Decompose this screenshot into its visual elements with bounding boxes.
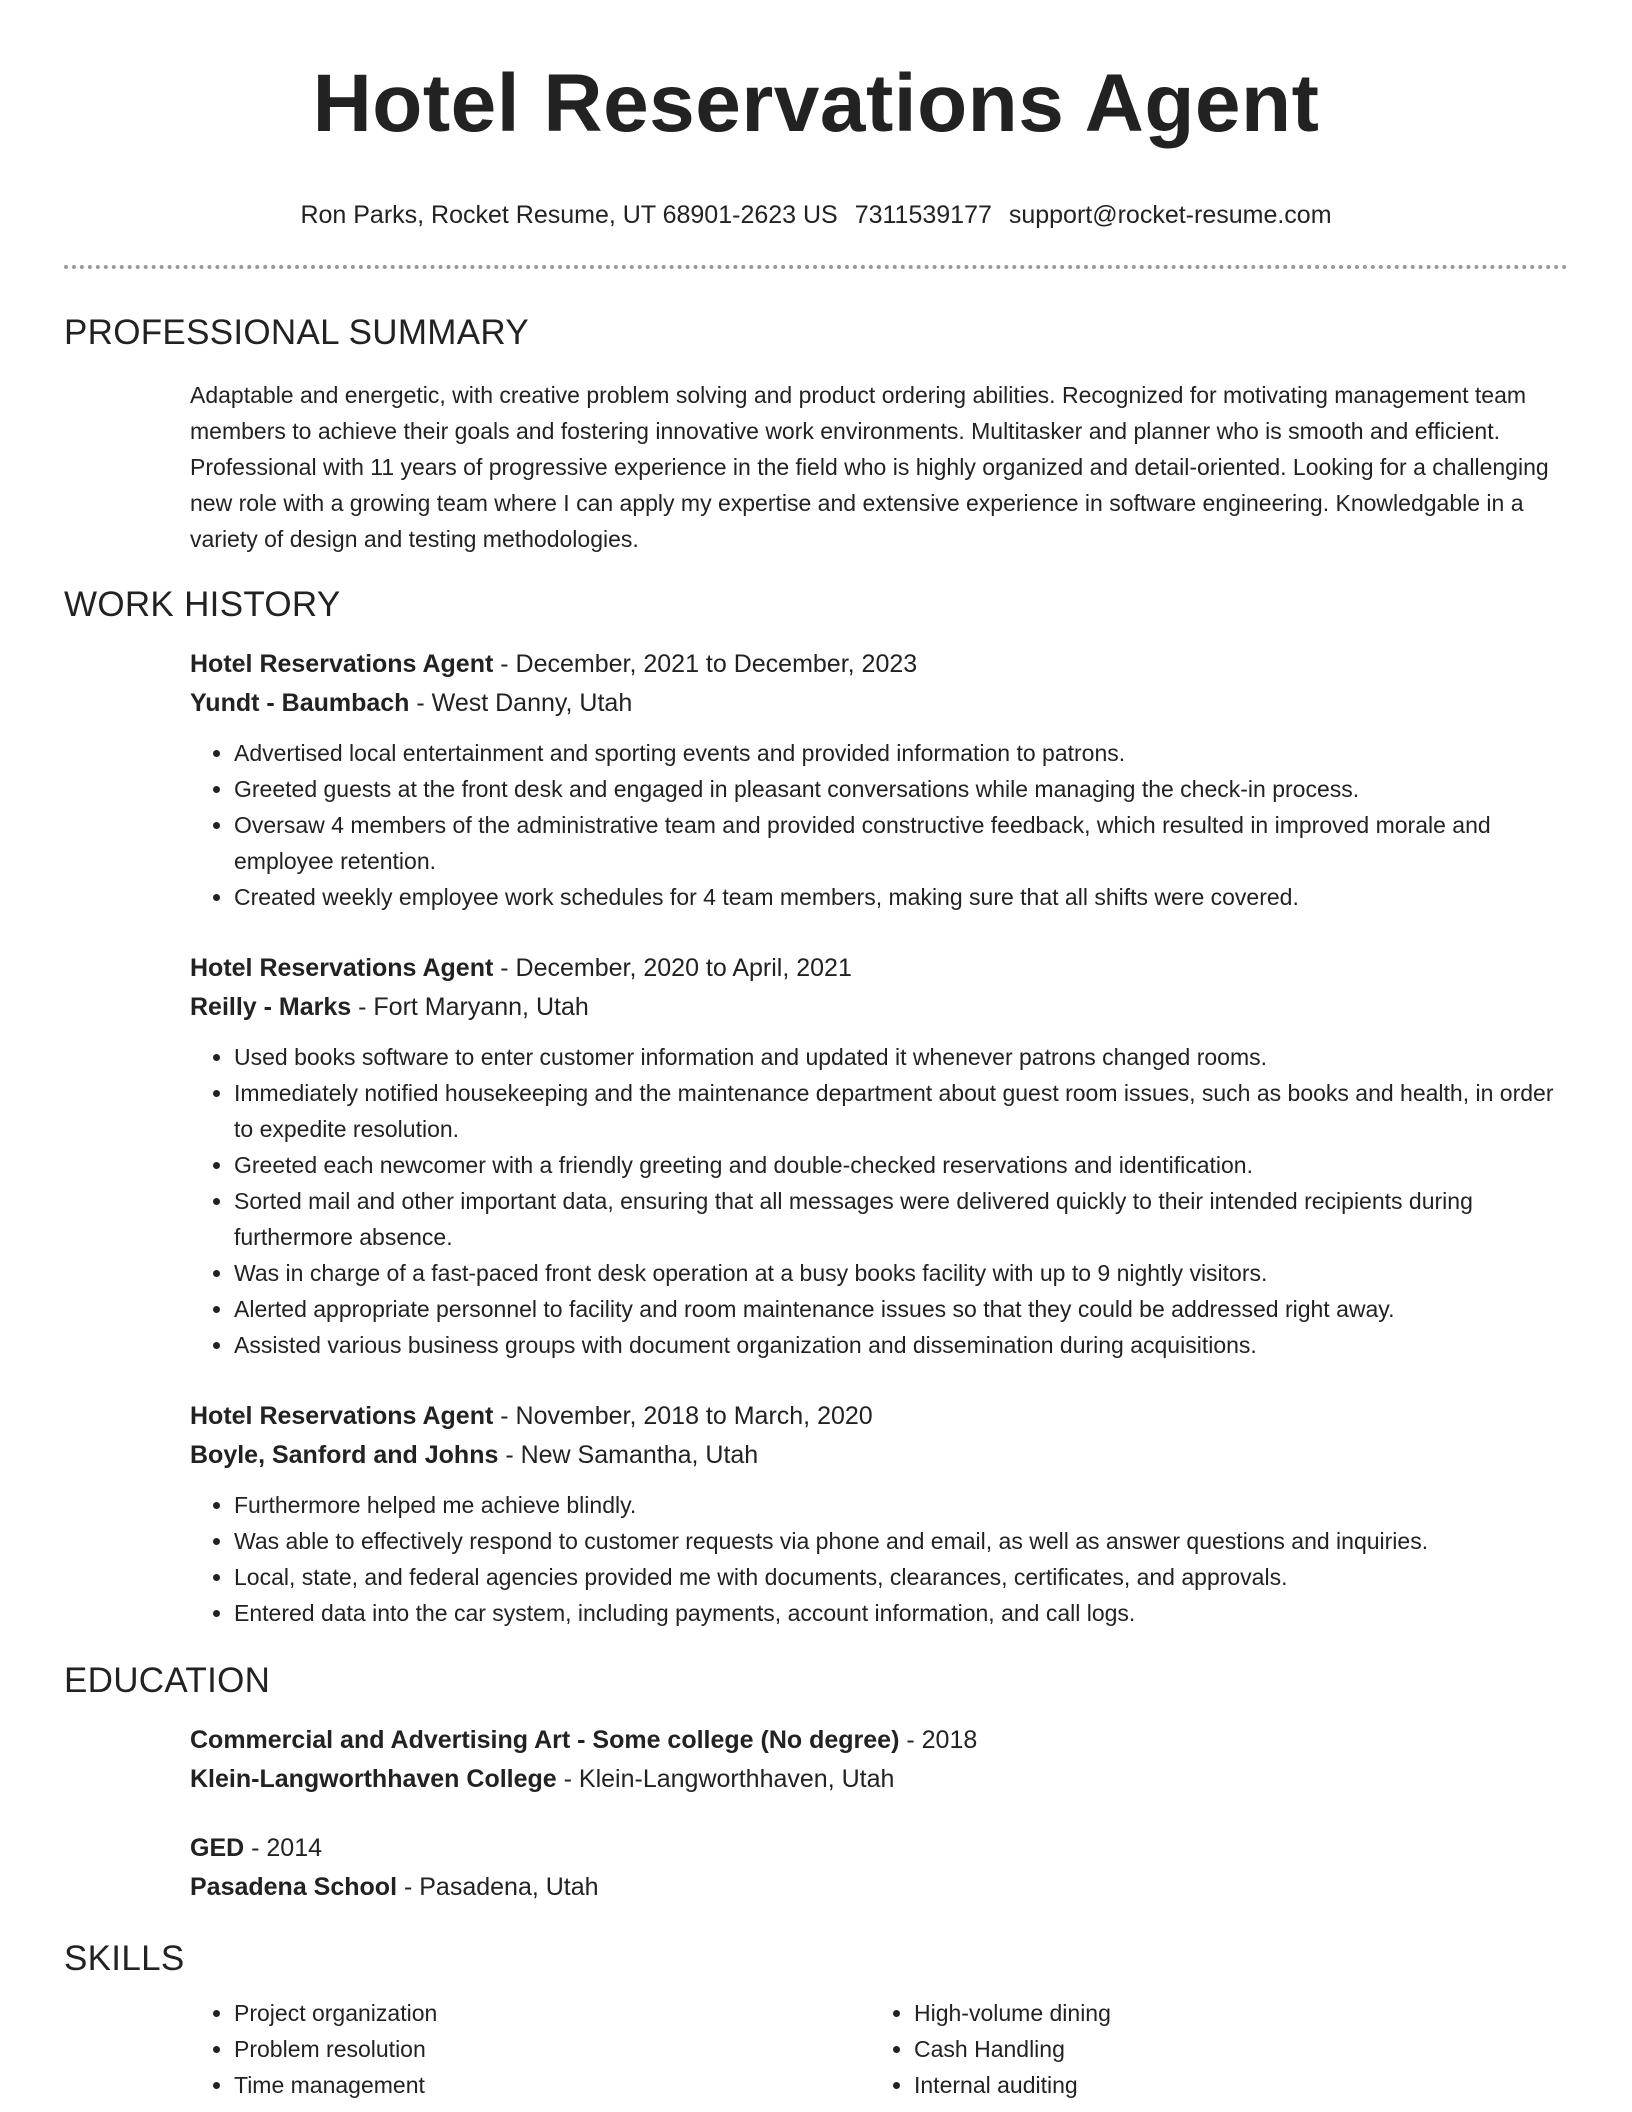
job-title: Hotel Reservations Agent xyxy=(190,650,494,678)
job-company: Yundt - Baumbach xyxy=(190,689,410,717)
education-school: Klein-Langworthhaven College xyxy=(190,1765,557,1793)
job-company-line xyxy=(190,684,1568,723)
list-item: • Local, state, and federal agencies provided me with documents, clearances, certificates, and approvals. xyxy=(234,1559,1568,1595)
skills-section xyxy=(64,1937,1568,2103)
education-degree: Commercial and Advertising Art - Some college (No degree) xyxy=(190,1726,900,1754)
education-year: - 2018 xyxy=(899,1726,978,1754)
job-company: Boyle, Sanford and Johns xyxy=(190,1441,499,1469)
list-item: • Was able to effectively respond to customer requests via phone and email, as well as answer questions and inquiries. xyxy=(234,1523,1568,1559)
job-entry xyxy=(190,949,1568,1363)
job-dates: - December, 2021 to December, 2023 xyxy=(493,650,918,678)
list-item: • Internal auditing xyxy=(914,2067,1550,2103)
contact-email: support@rocket-resume.com xyxy=(1008,201,1332,229)
work-heading: WORK HISTORY xyxy=(64,585,341,624)
list-item: • Problem resolution xyxy=(234,2031,870,2067)
job-dates: - December, 2020 to April, 2021 xyxy=(493,954,852,982)
list-item: • Time management xyxy=(234,2067,870,2103)
job-location: - West Danny, Utah xyxy=(409,689,633,717)
education-entry xyxy=(190,1829,1568,1907)
education-location: - Klein-Langworthhaven, Utah xyxy=(556,1765,895,1793)
resume-title: Hotel Reservations Agent xyxy=(312,58,1320,149)
summary-heading: PROFESSIONAL SUMMARY xyxy=(64,313,529,352)
list-item: • Used books software to enter customer information and updated it whenever patrons changed rooms. xyxy=(234,1039,1568,1075)
education-location: - Pasadena, Utah xyxy=(397,1873,599,1901)
contact-phone: 7311539177 xyxy=(854,201,992,229)
skills-list-right xyxy=(870,1995,1550,2103)
job-company-line xyxy=(190,988,1568,1027)
list-item: • Alerted appropriate personnel to facility and room maintenance issues so that they could be addressed right away. xyxy=(234,1291,1568,1327)
job-title-line xyxy=(190,949,1568,988)
job-location: - New Samantha, Utah xyxy=(498,1441,759,1469)
job-dates: - November, 2018 to March, 2020 xyxy=(493,1402,873,1430)
list-item: • Greeted each newcomer with a friendly greeting and double-checked reservations and identification. xyxy=(234,1147,1568,1183)
list-item: • Assisted various business groups with document organization and dissemination during acquisitions. xyxy=(234,1327,1568,1363)
list-item: • Created weekly employee work schedules for 4 team members, making sure that all shifts were covered. xyxy=(234,879,1568,915)
header-divider xyxy=(64,265,1568,269)
list-item: • Greeted guests at the front desk and engaged in pleasant conversations while managing the check-in process. xyxy=(234,771,1568,807)
summary-text: Adaptable and energetic, with creative problem solving and product ordering abilities. Recognized for motivating management team members to achieve their goals and fostering innovative work environments. Multitasker and planner who is smooth and efficient. Professional with 11 years of progressive experience in the field who is highly organized and detail-oriented. Looking for a challenging new role with a growing team where I can apply my expertise and extensive experience in software engineering. Knowledgable in a variety of design and testing methodologies. xyxy=(190,382,1549,552)
education-degree: GED xyxy=(190,1834,245,1862)
contact-line xyxy=(64,198,1568,232)
skills-heading: SKILLS xyxy=(64,1939,185,1978)
education-section xyxy=(64,1659,1568,1907)
work-section xyxy=(64,583,1568,1631)
education-year: - 2014 xyxy=(244,1834,323,1862)
list-item: • Immediately notified housekeeping and the maintenance department about guest room issues, such as books and health, in order to expedite resolution. xyxy=(234,1075,1568,1147)
job-title-line xyxy=(190,645,1568,684)
job-bullets xyxy=(190,735,1568,915)
job-bullets xyxy=(190,1039,1568,1363)
list-item: • Cash Handling xyxy=(914,2031,1550,2067)
education-entry xyxy=(190,1721,1568,1799)
list-item: • Sorted mail and other important data, ensuring that all messages were delivered quickly to their intended recipients during furthermore absence. xyxy=(234,1183,1568,1255)
education-school-line xyxy=(190,1760,1568,1799)
summary-section xyxy=(64,311,1568,557)
job-location: - Fort Maryann, Utah xyxy=(351,993,589,1021)
education-degree-line xyxy=(190,1721,1568,1760)
list-item: • Entered data into the car system, including payments, account information, and call logs. xyxy=(234,1595,1568,1631)
job-title: Hotel Reservations Agent xyxy=(190,954,494,982)
skills-list-left xyxy=(190,1995,870,2103)
list-item: • Was in charge of a fast-paced front desk operation at a busy books facility with up to 9 nightly visitors. xyxy=(234,1255,1568,1291)
list-item: • Advertised local entertainment and sporting events and provided information to patrons. xyxy=(234,735,1568,771)
job-company: Reilly - Marks xyxy=(190,993,352,1021)
job-entry xyxy=(190,645,1568,915)
list-item: • Oversaw 4 members of the administrative team and provided constructive feedback, which resulted in improved morale and employee retention. xyxy=(234,807,1568,879)
job-title: Hotel Reservations Agent xyxy=(190,1402,494,1430)
job-bullets xyxy=(190,1487,1568,1631)
job-title-line xyxy=(190,1397,1568,1436)
list-item: • Furthermore helped me achieve blindly. xyxy=(234,1487,1568,1523)
list-item: • High-volume dining xyxy=(914,1995,1550,2031)
education-heading: EDUCATION xyxy=(64,1661,271,1700)
education-degree-line xyxy=(190,1829,1568,1868)
skills-grid xyxy=(190,1995,1568,2103)
contact-address: Ron Parks, Rocket Resume, UT 68901-2623 US xyxy=(300,201,838,229)
education-school-line xyxy=(190,1868,1568,1907)
job-company-line xyxy=(190,1436,1568,1475)
education-school: Pasadena School xyxy=(190,1873,398,1901)
list-item: • Project organization xyxy=(234,1995,870,2031)
job-entry xyxy=(190,1397,1568,1631)
